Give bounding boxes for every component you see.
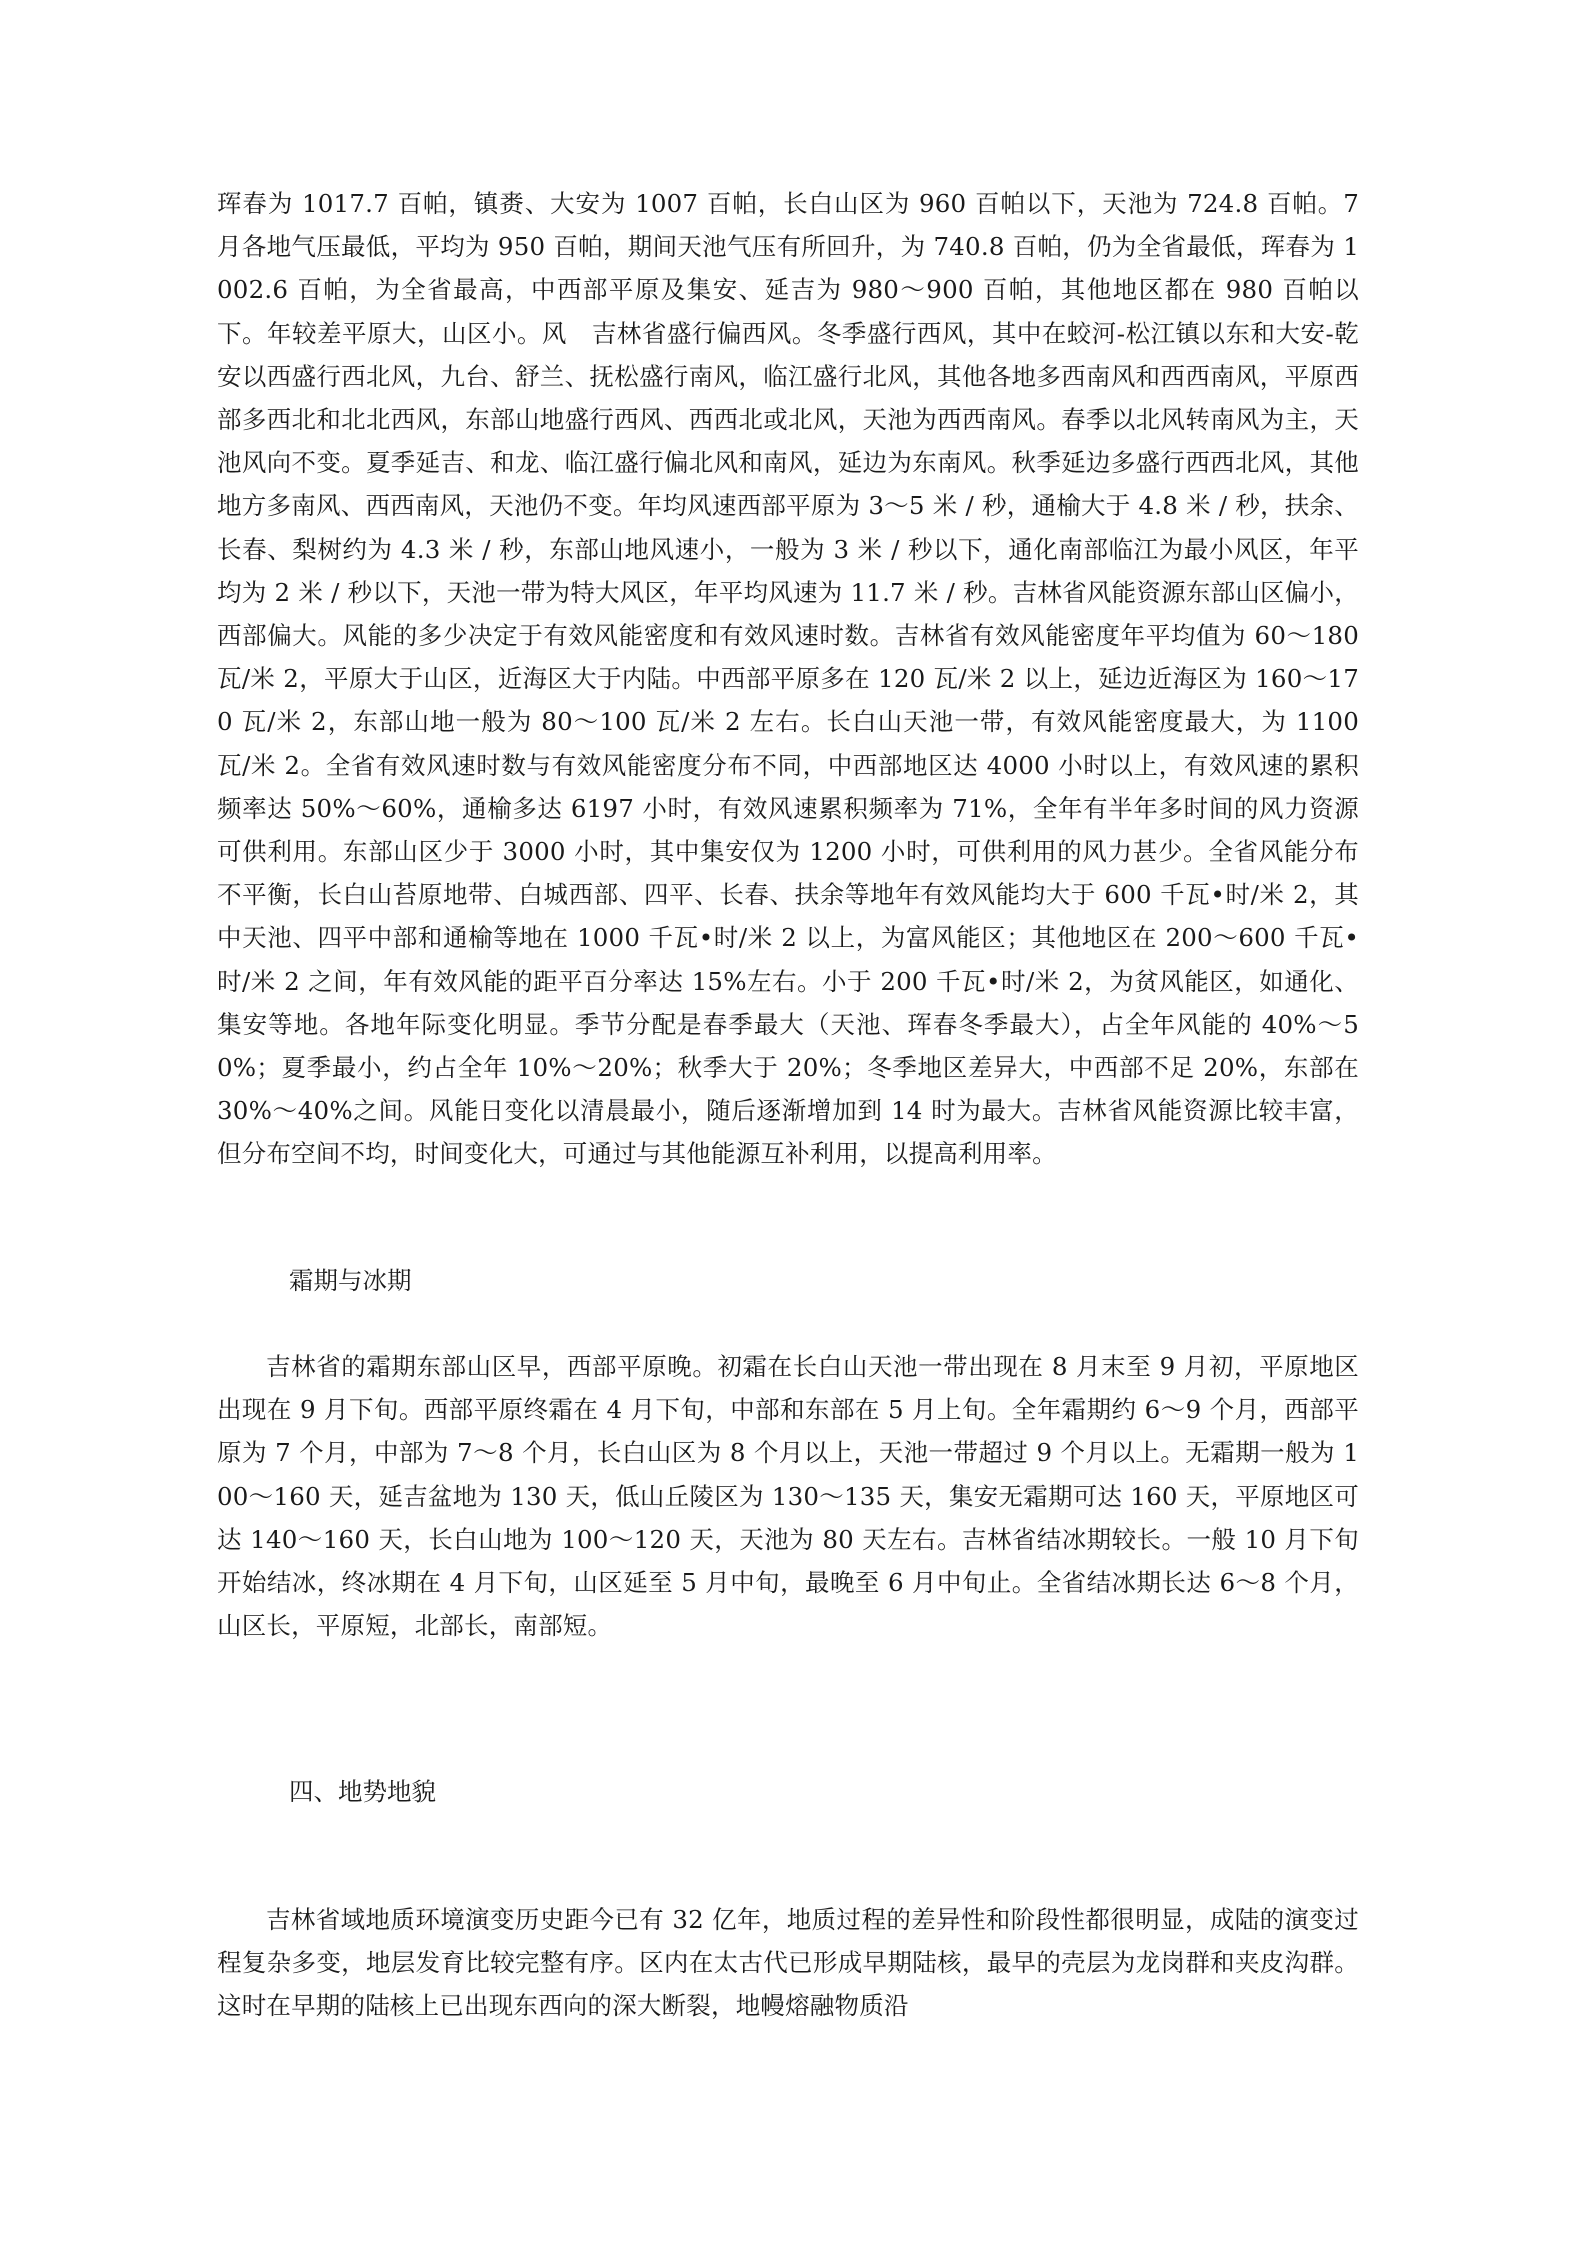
body-paragraph: 吉林省的霜期东部山区早，西部平原晚。初霜在长白山天池一带出现在 8 月末至 9 月初，平原地区出现在 9 月下旬。西部平原终霜在 4 月下旬，中部和东部在 5 月上旬。全年霜期约 6～9 个月，西部平原为 7 个月，中部为 7～8 个月，长白山区为 8 个月以上，天池一带超过 9 个月以上。无霜期一般为 100～160 天，延吉盆地为 130 天，低山丘陵区为 130～135 天，集安无霜期可达 160 天，平原地区可达 140～160 天，长白山地为 100～120 天，天池为 80 天左右。吉林省结冰期较长。一般 10 月下旬开始结冰，终冰期在 4 月下旬，山区延至 5 月中旬，最晚至 6 月中旬止。全省结冰期长达 6～8 个月，山区长，平原短，北部长，南部短。 bbox=[217, 1352, 1359, 1641]
section-heading: 四、地势地貌 bbox=[289, 1777, 436, 1806]
body-paragraph: 珲春为 1017.7 百帕，镇赉、大安为 1007 百帕，长白山区为 960 百帕以下，天池为 724.8 百帕。7 月各地气压最低，平均为 950 百帕，期间天池气压有所回升，为 740.8 百帕，仍为全省最低，珲春为 1002.6 百帕，为全省最高，中西部平原及集安、延吉为 980～900 百帕，其他地区都在 980 百帕以下。年较差平原大，山区小。风 吉林省盛行偏西风。冬季盛行西风，其中在蛟河-松江镇以东和大安-乾安以西盛行西北风，九台、舒兰、抚松盛行南风，临江盛行北风，其他各地多西南风和西西南风，平原西部多西北和北北西风，东部山地盛行西风、西西北或北风，天池为西西南风。春季以北风转南风为主，天池风向不变。夏季延吉、和龙、临江盛行偏北风和南风，延边为东南风。秋季延边多盛行西西北风，其他地方多南风、西西南风，天池仍不变。年均风速西部平原为 3～5 米 / 秒，通榆大于 4.8 米 / 秒，扶余、长春、梨树约为 4.3 米 / 秒，东部山地风速小，一般为 3 米 / 秒以下，通化南部临江为最小风区，年平均为 2 米 / 秒以下，天池一带为特大风区，年平均风速为 11.7 米 / 秒。吉林省风能资源东部山区偏小，西部偏大。风能的多少决定于有效风能密度和有效风速时数。吉林省有效风能密度年平均值为 60～180 瓦/米 2，平原大于山区，近海区大于内陆。中西部平原多在 120 瓦/米 2 以上，延边近海区为 160～170 瓦/米 2，东部山地一般为 80～100 瓦/米 2 左右。长白山天池一带，有效风能密度最大，为 1100 瓦/米 2。全省有效风速时数与有效风能密度分布不同，中西部地区达 4000 小时以上，有效风速的累积频率达 50%～60%，通榆多达 6197 小时，有效风速累积频率为 71%，全年有半年多时间的风力资源可供利用。东部山区少于 3000 小时，其中集安仅为 1200 小时，可供利用的风力甚少。全省风能分布不平衡，长白山苔原地带、白城西部、四平、长春、扶余等地年有效风能均大于 600 千瓦•时/米 2，其中天池、四平中部和通榆等地在 1000 千瓦•时/米 2 以上，为富风能区；其他地区在 200～600 千瓦•时/米 2 之间，年有效风能的距平百分率达 15%左右。小于 200 千瓦•时/米 2，为贫风能区，如通化、集安等地。各地年际变化明显。季节分配是春季最大（天池、珲春冬季最大），占全年风能的 40%～50%；夏季最小，约占全年 10%～20%；秋季大于 20%；冬季地区差异大，中西部不足 20%，东部在 30%～40%之间。风能日变化以清晨最小，随后逐渐增加到 14 时为最大。吉林省风能资源比较丰富，但分布空间不均，时间变化大，可通过与其他能源互补利用，以提高利用率。 bbox=[217, 189, 1359, 1169]
body-paragraph: 吉林省域地质环境演变历史距今已有 32 亿年，地质过程的差异性和阶段性都很明显，成陆的演变过程复杂多变，地层发育比较完整有序。区内在太古代已形成早期陆核，最早的壳层为龙岗群和夹皮沟群。这时在早期的陆核上已出现东西向的深大断裂，地幔熔融物质沿 bbox=[217, 1905, 1359, 2021]
section-heading: 霜期与冰期 bbox=[289, 1266, 412, 1295]
